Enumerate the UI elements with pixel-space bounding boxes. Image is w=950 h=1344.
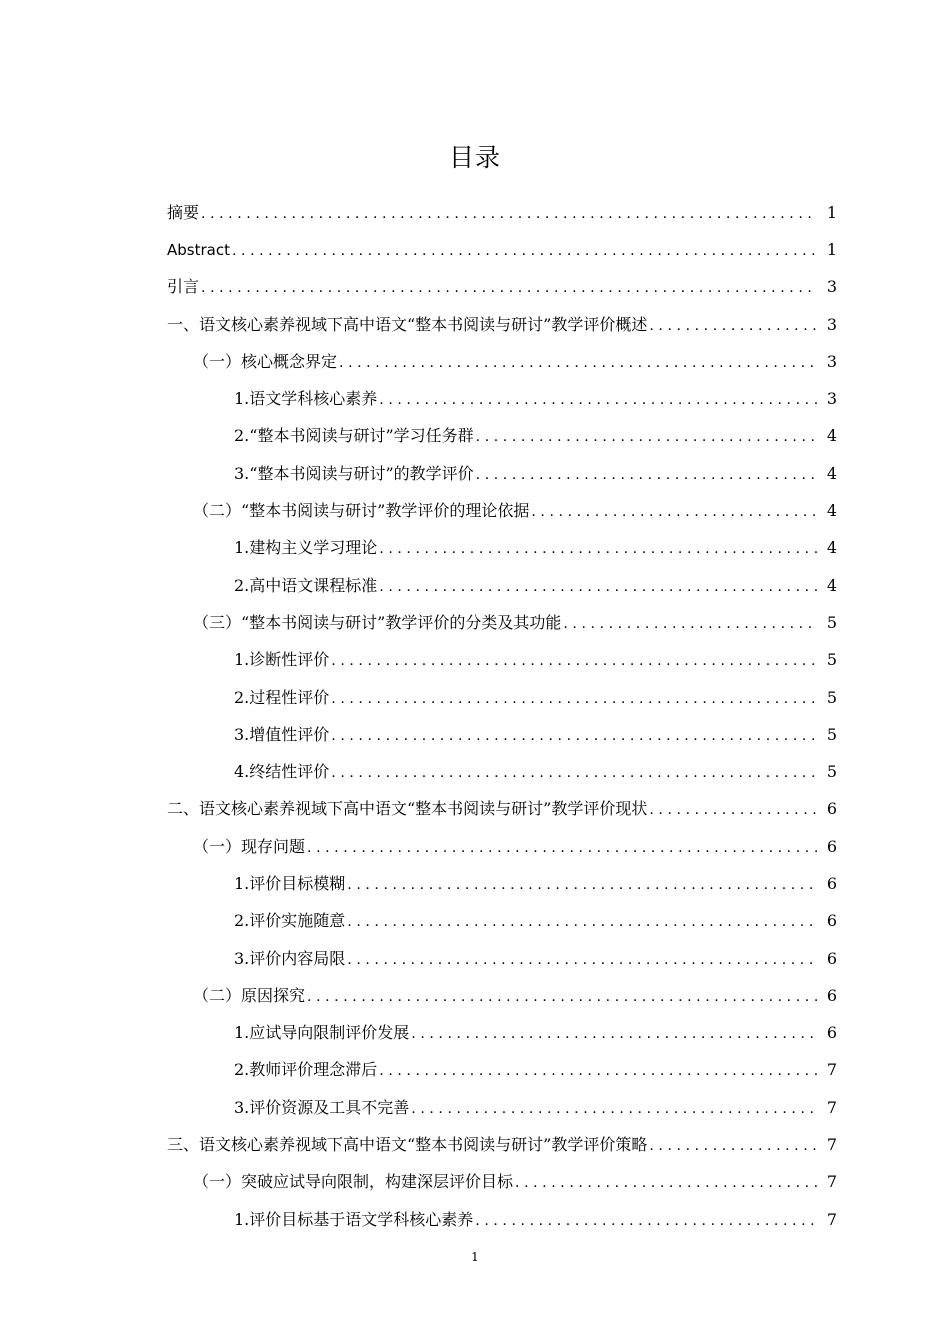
toc-entry-title: 3.“整本书阅读与研讨”的教学评价 — [234, 463, 474, 483]
toc-entry[interactable] — [167, 194, 837, 231]
toc-entry[interactable] — [167, 455, 837, 492]
toc-leader-dots — [379, 1061, 817, 1081]
toc-leader-dots — [331, 651, 817, 671]
toc-leader-dots — [649, 316, 817, 336]
toc-entry-page: 4 — [826, 426, 837, 446]
toc-entry[interactable] — [167, 567, 837, 604]
toc-leader-dots — [201, 204, 817, 224]
toc-entry[interactable] — [167, 1164, 837, 1201]
toc-entry-title: （三）“整本书阅读与研讨”教学评价的分类及其功能 — [193, 612, 562, 632]
toc-entry-page: 5 — [826, 612, 837, 632]
toc-entry[interactable] — [167, 791, 837, 828]
toc-entry[interactable] — [167, 1126, 837, 1163]
toc-entry-page: 7 — [826, 1060, 837, 1080]
toc-entry-title: （二）原因探究 — [193, 985, 306, 1005]
toc-leader-dots — [515, 1173, 817, 1193]
toc-entry-page: 4 — [826, 501, 837, 521]
toc-leader-dots — [476, 465, 817, 485]
toc-leader-dots — [379, 390, 817, 410]
toc-entry[interactable] — [167, 418, 837, 455]
toc-entry-page: 1 — [826, 239, 837, 259]
toc-entry-title: 2.“整本书阅读与研讨”学习任务群 — [234, 426, 474, 446]
toc-entry[interactable] — [167, 1015, 837, 1052]
toc-entry-title: 1.语文学科核心素养 — [234, 389, 378, 409]
toc-entry-page: 6 — [826, 911, 837, 931]
toc-entry-page: 6 — [826, 1023, 837, 1043]
toc-entry-page: 4 — [826, 463, 837, 483]
toc-entry-title: 4.终结性评价 — [234, 762, 330, 782]
toc-entry-page: 7 — [826, 1172, 837, 1192]
toc-entry-title: 三、语文核心素养视域下高中语文“整本书阅读与研讨”教学评价策略 — [167, 1135, 648, 1155]
toc-leader-dots — [307, 987, 817, 1007]
toc-entry-page: 7 — [826, 1135, 837, 1155]
toc-entry-page: 6 — [826, 948, 837, 968]
page-number: 1 — [471, 1250, 479, 1264]
toc-entry[interactable] — [167, 1201, 837, 1238]
toc-leader-dots — [307, 838, 817, 858]
toc-entry[interactable] — [167, 269, 837, 306]
toc-leader-dots — [475, 1211, 817, 1231]
toc-entry[interactable] — [167, 903, 837, 940]
toc-entry[interactable] — [167, 604, 837, 641]
toc-entry[interactable] — [167, 492, 837, 529]
toc-entry-title: （一）核心概念界定 — [193, 351, 338, 371]
toc-leader-dots — [347, 950, 817, 970]
toc-entry-page: 7 — [826, 1209, 837, 1229]
toc-entry-page: 6 — [826, 799, 837, 819]
toc-entry-title: 3.评价资源及工具不完善 — [234, 1097, 410, 1117]
toc-entry-title: 2.高中语文课程标准 — [234, 575, 378, 595]
toc-entry-page: 6 — [826, 985, 837, 1005]
toc-entry-title: 一、语文核心素养视域下高中语文“整本书阅读与研讨”教学评价概述 — [167, 314, 648, 334]
toc-entry-title: 3.评价内容局限 — [234, 948, 346, 968]
toc-entry-page: 1 — [826, 202, 837, 222]
toc-entry-title: 摘要 — [167, 202, 200, 222]
toc-leader-dots — [411, 1024, 817, 1044]
toc-entry-page: 5 — [826, 762, 837, 782]
toc-leader-dots — [531, 502, 817, 522]
toc-entry-page: 4 — [826, 575, 837, 595]
toc-entry[interactable] — [167, 642, 837, 679]
toc-entry[interactable] — [167, 828, 837, 865]
toc-entry-page: 6 — [826, 873, 837, 893]
toc-entry[interactable] — [167, 1089, 837, 1126]
toc-entry-title: 引言 — [167, 277, 200, 297]
toc-entry[interactable] — [167, 306, 837, 343]
toc-entry-page: 3 — [826, 389, 837, 409]
toc-leader-dots — [232, 241, 817, 261]
toc-leader-dots — [379, 577, 817, 597]
toc-entry-title: （一）现存问题 — [193, 836, 306, 856]
toc-leader-dots — [201, 278, 817, 298]
toc-entry-title: 1.应试导向限制评价发展 — [234, 1023, 410, 1043]
toc-entry-page: 4 — [826, 538, 837, 558]
toc-leader-dots — [649, 1136, 817, 1156]
toc-entry[interactable] — [167, 1052, 837, 1089]
toc-entry-page: 3 — [826, 277, 837, 297]
toc-entry[interactable] — [167, 343, 837, 380]
toc-entry-page: 5 — [826, 650, 837, 670]
toc-entry-title: 2.教师评价理念滞后 — [234, 1060, 378, 1080]
toc-entry-title: 2.评价实施随意 — [234, 911, 346, 931]
toc-leader-dots — [339, 353, 817, 373]
toc-entry[interactable] — [167, 380, 837, 417]
toc-entry-title: 1.评价目标基于语文学科核心素养 — [234, 1209, 474, 1229]
toc-entry-title: 3.增值性评价 — [234, 724, 330, 744]
toc-entry-title: 1.评价目标模糊 — [234, 873, 346, 893]
toc-leader-dots — [331, 763, 817, 783]
toc-leader-dots — [379, 539, 817, 559]
toc-entry[interactable] — [167, 753, 837, 790]
toc-leader-dots — [331, 689, 817, 709]
toc-entry[interactable] — [167, 865, 837, 902]
toc-entry[interactable] — [167, 231, 837, 268]
table-of-contents — [167, 194, 837, 1238]
toc-entry-page: 7 — [826, 1097, 837, 1117]
toc-entry-title: 2.过程性评价 — [234, 687, 330, 707]
toc-entry-title: Abstract — [167, 240, 230, 259]
toc-entry-page: 5 — [826, 724, 837, 744]
toc-entry-title: 1.诊断性评价 — [234, 650, 330, 670]
toc-entry[interactable] — [167, 716, 837, 753]
toc-leader-dots — [563, 614, 817, 634]
toc-entry[interactable] — [167, 530, 837, 567]
toc-entry[interactable] — [167, 977, 837, 1014]
toc-leader-dots — [649, 800, 817, 820]
toc-entry-page: 3 — [826, 351, 837, 371]
toc-entry-page: 5 — [826, 687, 837, 707]
toc-leader-dots — [476, 427, 817, 447]
toc-entry-page: 6 — [826, 836, 837, 856]
toc-leader-dots — [347, 875, 817, 895]
toc-entry-page: 3 — [826, 314, 837, 334]
toc-entry-title: （一）突破应试导向限制，构建深层评价目标 — [193, 1172, 514, 1192]
toc-leader-dots — [411, 1099, 817, 1119]
toc-entry-title: 二、语文核心素养视域下高中语文“整本书阅读与研讨”教学评价现状 — [167, 799, 648, 819]
toc-leader-dots — [347, 912, 817, 932]
toc-title: 目录 — [448, 143, 501, 172]
toc-leader-dots — [331, 726, 817, 746]
toc-entry-title: （二）“整本书阅读与研讨”教学评价的理论依据 — [193, 501, 530, 521]
toc-entry-title: 1.建构主义学习理论 — [234, 538, 378, 558]
toc-entry[interactable] — [167, 679, 837, 716]
toc-entry[interactable] — [167, 940, 837, 977]
